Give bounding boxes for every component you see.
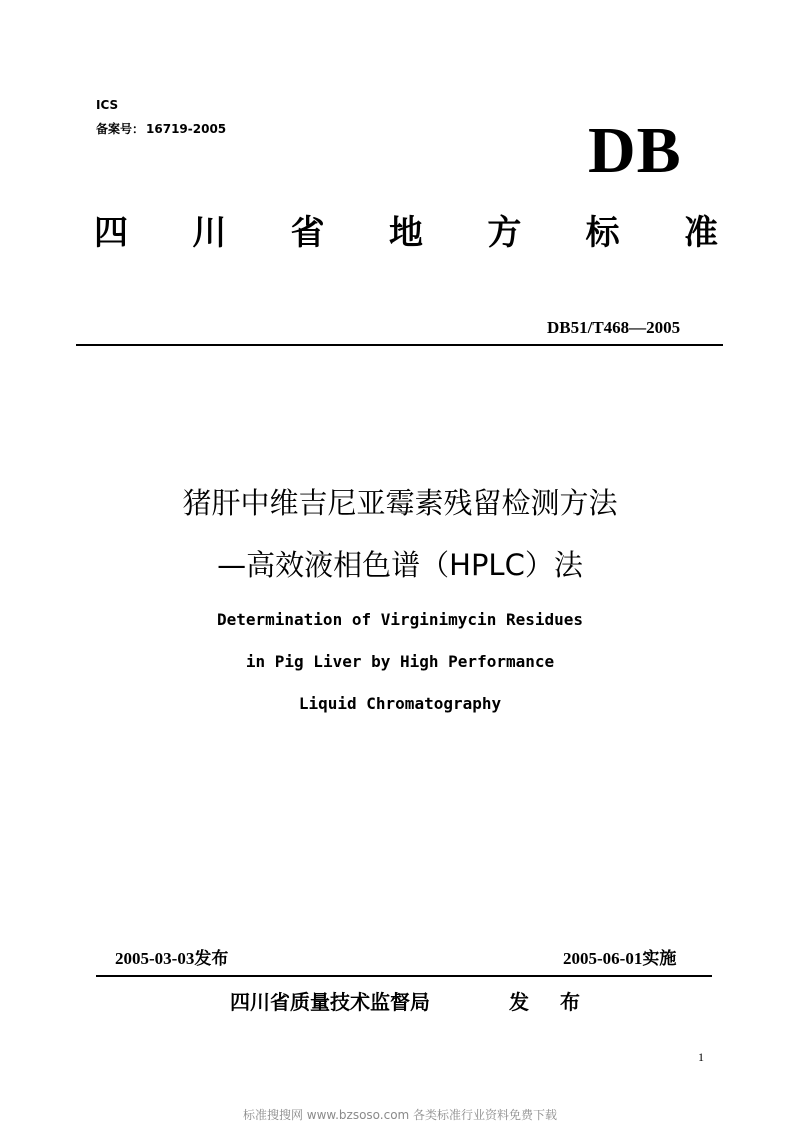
title-en-line1: Determination of Virginimycin Residues bbox=[216, 610, 584, 629]
issue-date bbox=[115, 944, 228, 969]
implementation-date-label: 实施 bbox=[642, 949, 677, 969]
issuer-action: 发 布 bbox=[509, 990, 592, 1014]
title-en-line2: in Pig Liver by High Performance bbox=[245, 652, 555, 671]
implementation-date-value: 2005-06-01 bbox=[563, 949, 643, 968]
implementation-date bbox=[563, 944, 676, 969]
top-divider bbox=[76, 344, 723, 346]
standard-type-char: 地 bbox=[388, 213, 423, 253]
db-code: DB bbox=[588, 114, 682, 187]
standard-type-char: 四 bbox=[94, 213, 128, 253]
standard-type-char: 标 bbox=[585, 213, 620, 253]
standard-type-char: 省 bbox=[290, 213, 325, 253]
title-cn-line1: 猪肝中维吉尼亚霉素残留检测方法 bbox=[182, 486, 618, 520]
filing-number bbox=[96, 120, 228, 137]
filing-value: 16719-2005 bbox=[146, 122, 227, 136]
standard-type-char: 方 bbox=[487, 213, 522, 253]
title-en-line3: Liquid Chromatography bbox=[298, 694, 502, 713]
page-number: 1 bbox=[698, 1050, 704, 1064]
standard-number: DB51/T468—2005 bbox=[547, 318, 681, 337]
bottom-divider bbox=[96, 975, 712, 977]
issue-date-value: 2005-03-03 bbox=[115, 949, 195, 968]
standard-type bbox=[94, 213, 718, 253]
standard-type-char: 川 bbox=[192, 213, 227, 253]
watermark-text: 标准搜搜网 www.bzsoso.com 各类标准行业资料免费下载 bbox=[242, 1108, 558, 1122]
ics-label: ICS bbox=[96, 98, 119, 112]
standard-type-char: 准 bbox=[683, 213, 718, 253]
title-cn-line2: —高效液相色谱（HPLC）法 bbox=[217, 548, 583, 582]
issue-date-label: 发布 bbox=[194, 949, 229, 969]
filing-label: 备案号： bbox=[96, 122, 145, 136]
issuer-name: 四川省质量技术监督局 bbox=[230, 990, 430, 1014]
